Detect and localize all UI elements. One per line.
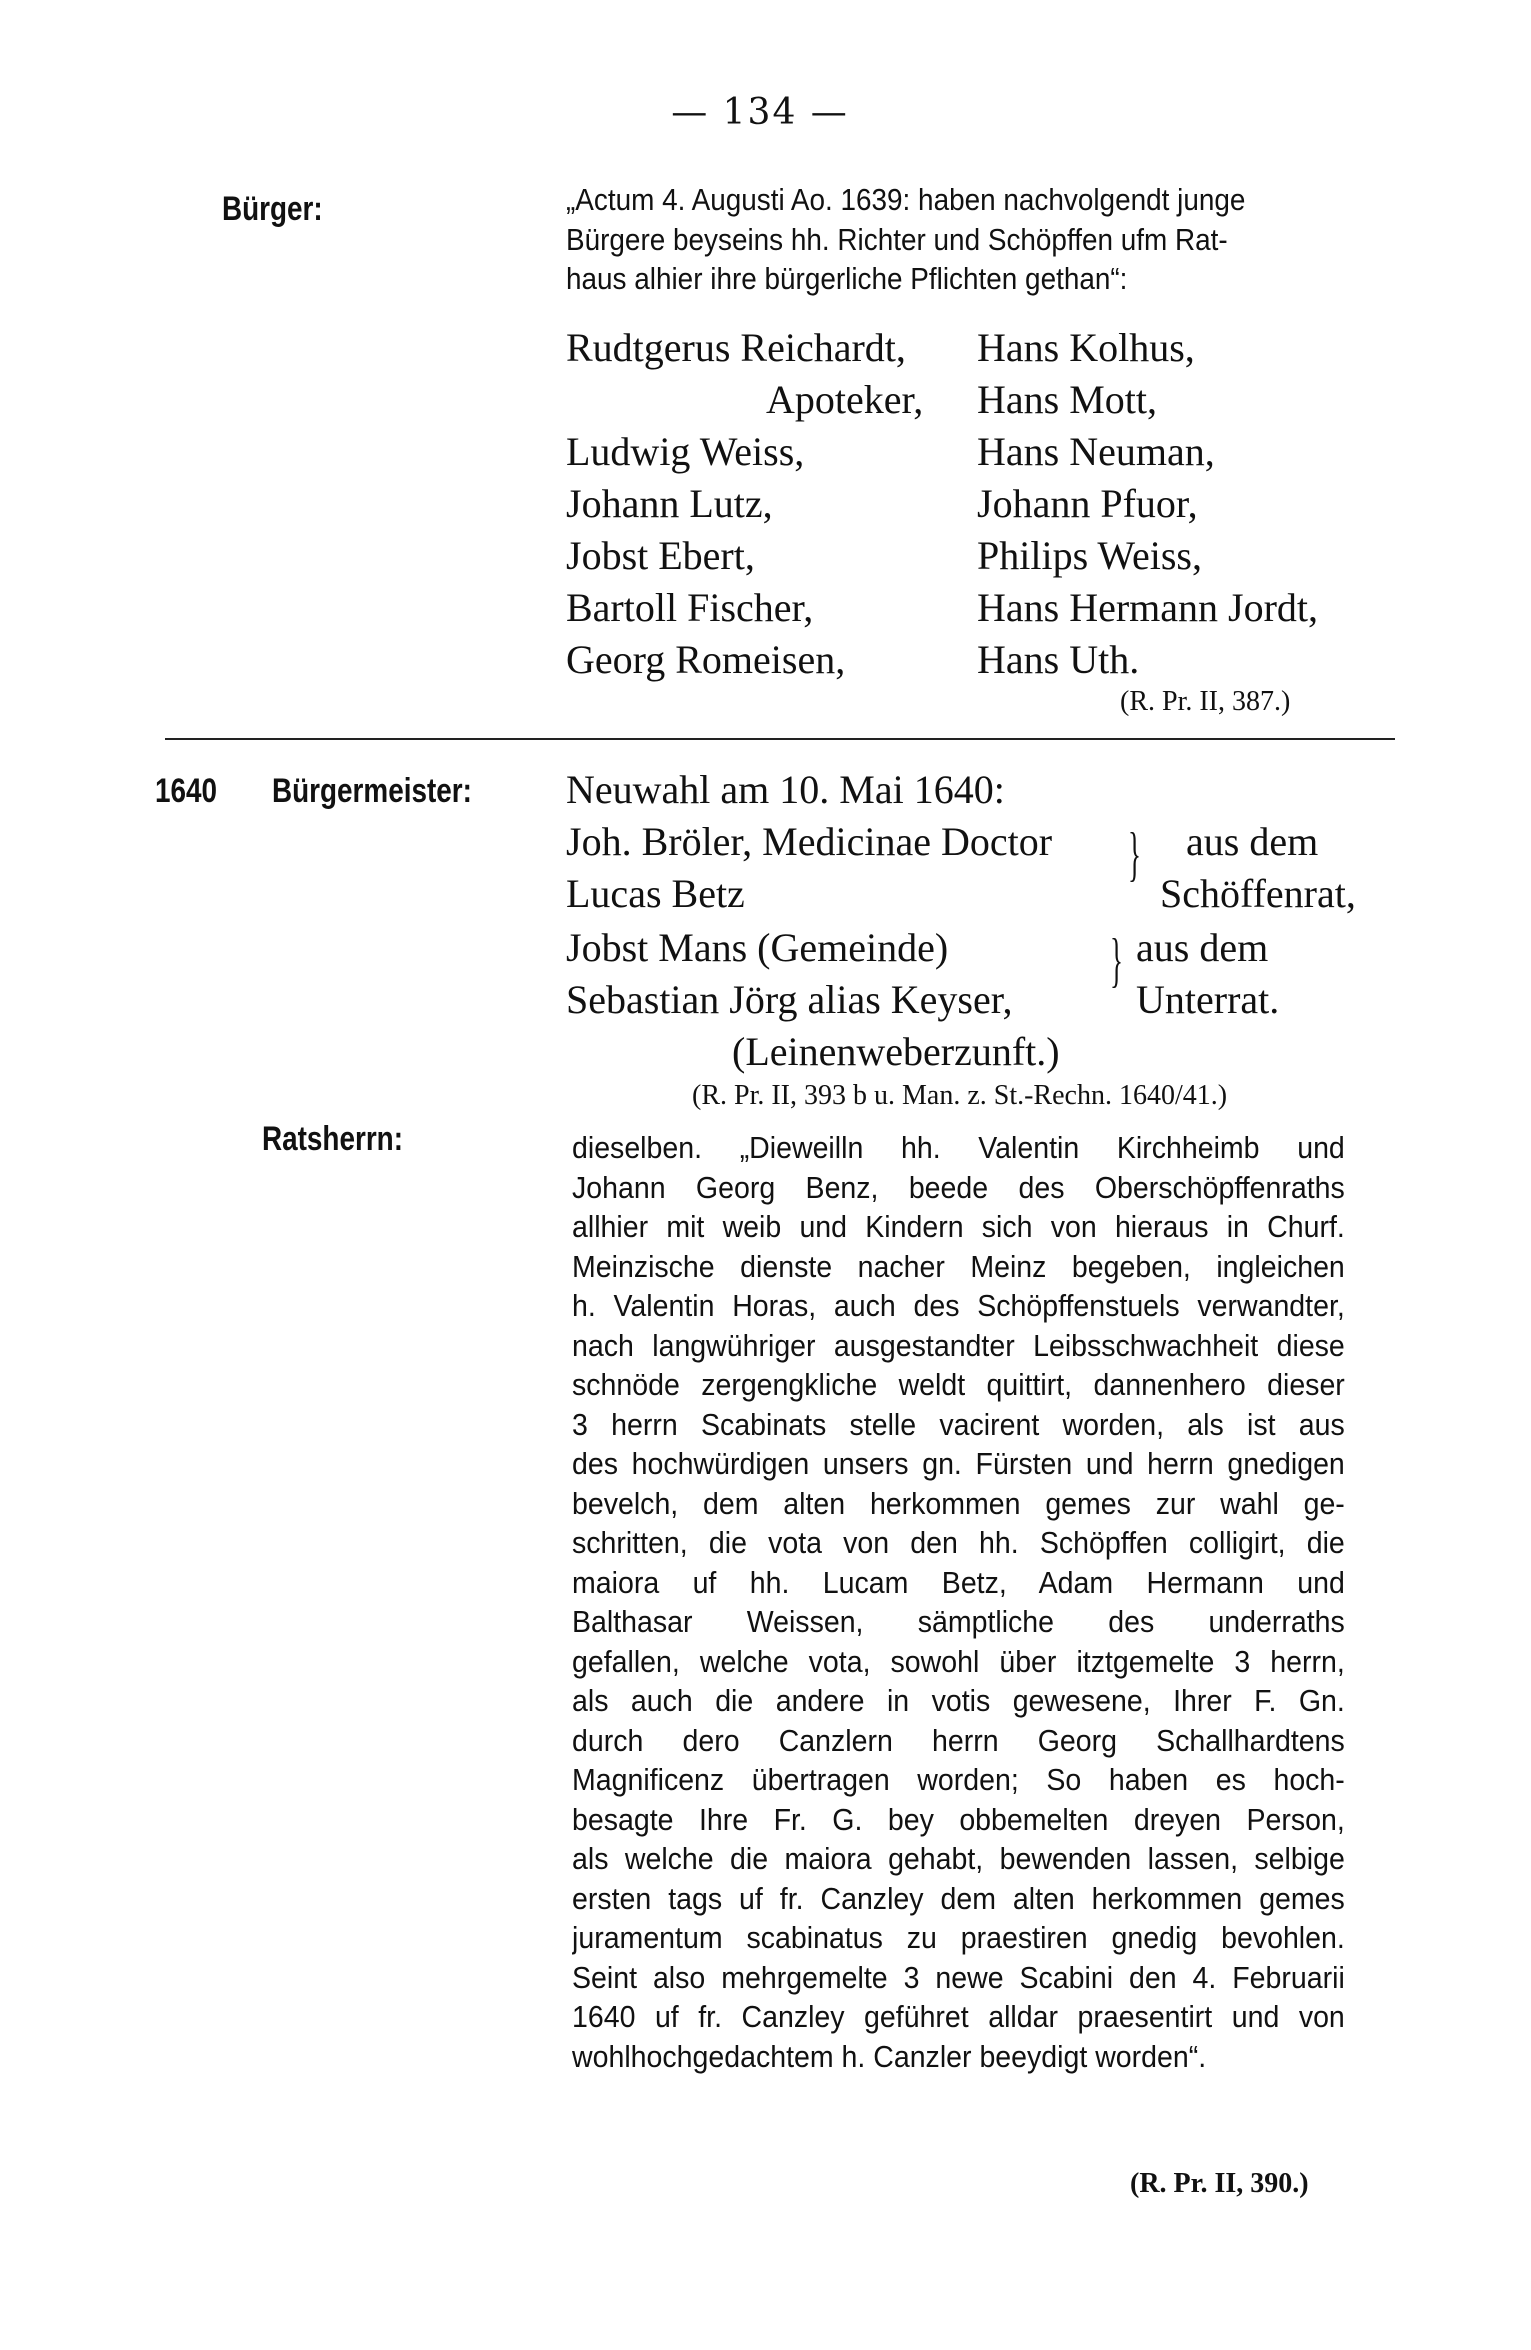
text-line: schnöde zergengkliche weldt quittirt, dannenhero dieser xyxy=(572,1367,1345,1402)
text-line: h. Valentin Horas, auch des Schöpffenstuels verwandter, xyxy=(572,1288,1345,1323)
text-line: wohlhochgedachtem h. Canzler beeydigt worden“. xyxy=(572,2038,1207,2074)
quote-line: Bürgere beyseins hh. Richter und Schöpffen ufm Rat- xyxy=(566,221,1228,257)
text-line: maiora uf hh. Lucam Betz, Adam Hermann und xyxy=(572,1564,1345,1600)
reference-buergermeister: (R. Pr. II, 393 b u. Man. z. St.-Rechn. 1640/41.) xyxy=(692,1080,1228,1111)
section-divider xyxy=(165,738,1395,740)
quote-line: haus alhier ihre bürgerliche Pflichten gethan“: xyxy=(566,261,1128,296)
text-line: Seint also mehrgemelte 3 newe Scabini den 4. Februarii xyxy=(572,1959,1345,1995)
name-entry: Hans Neuman, xyxy=(977,429,1215,474)
text-line: schritten, die vota von den hh. Schöpffen colligirt, die xyxy=(572,1525,1345,1560)
group-2-note xyxy=(1136,922,1279,1026)
note-line: aus dem xyxy=(1136,925,1269,970)
name-entry: Ludwig Weiss, xyxy=(566,429,805,474)
mayors-group-2 xyxy=(566,922,1060,1078)
name-entry: Philips Weiss, xyxy=(977,533,1202,578)
name-entry: Johann Pfuor, xyxy=(977,481,1198,526)
label-year: 1640 xyxy=(155,772,218,810)
quote-line: „Actum 4. Augusti Ao. 1639: haben nachvolgendt junge xyxy=(566,182,1246,217)
name-entry: Bartoll Fischer, xyxy=(566,585,814,630)
note-line: aus dem xyxy=(1186,819,1319,864)
text-line: als welche die maiora gehabt, bewenden lassen, selbige xyxy=(572,1841,1345,1876)
election-heading: Neuwahl am 10. Mai 1640: xyxy=(566,767,1005,812)
note-line: Schöffenrat, xyxy=(1160,871,1356,916)
text-line: Meinzische dienste nacher Meinz begeben, ingleichen xyxy=(572,1248,1345,1284)
name-entry: Hans Kolhus, xyxy=(977,325,1195,370)
name-entry: Hans Hermann Jordt, xyxy=(977,585,1319,630)
text-line: 1640 uf fr. Canzley geführet alldar praesentirt und von xyxy=(572,1999,1345,2034)
guild-note: (Leinenweberzunft.) xyxy=(732,1029,1060,1074)
name-entry: Georg Romeisen, xyxy=(566,637,846,682)
text-line: Magnificenz übertragen worden; So haben es hoch- xyxy=(572,1762,1345,1797)
name-entry: Hans Mott, xyxy=(977,377,1157,422)
text-line: durch dero Canzlern herrn Georg Schallhardtens xyxy=(572,1722,1345,1758)
ratsherrn-text xyxy=(572,1128,1345,2076)
reference-buerger: (R. Pr. II, 387.) xyxy=(1120,686,1291,717)
mayor-name: Joh. Bröler, Medicinae Doctor xyxy=(566,819,1053,864)
name-entry: Rudtgerus Reichardt, xyxy=(566,325,906,370)
note-line: Unterrat. xyxy=(1136,977,1280,1022)
brace-2: } xyxy=(1110,927,1123,993)
names-right-column xyxy=(977,322,1318,686)
name-entry: Jobst Ebert, xyxy=(566,533,755,578)
text-line: gefallen, welche vota, sowohl über itztgemelte 3 herrn, xyxy=(572,1643,1345,1679)
mayor-name: Lucas Betz xyxy=(566,871,745,916)
label-buerger: Bürger: xyxy=(222,190,323,228)
mayors-group-1 xyxy=(566,816,1052,920)
group-1-note xyxy=(1160,816,1356,920)
name-entry: Hans Uth. xyxy=(977,637,1140,682)
page-number: — 134 — xyxy=(671,92,849,133)
buerger-quote xyxy=(566,180,1245,299)
text-line: 3 herrn Scabinats stelle vacirent worden, als ist aus xyxy=(572,1406,1345,1442)
text-line: ersten tags uf fr. Canzley dem alten herkommen gemes xyxy=(572,1880,1345,1916)
text-line: allhier mit weib und Kindern sich von hieraus in Churf. xyxy=(572,1209,1345,1244)
text-line: als auch die andere in votis gewesene, Ihrer F. Gn. xyxy=(572,1683,1345,1718)
reference-ratsherrn: (R. Pr. II, 390.) xyxy=(1130,2168,1309,2199)
text-line: dieselben. „Dieweilln hh. Valentin Kirchheimb und xyxy=(572,1130,1345,1165)
text-line: Johann Georg Benz, beede des Oberschöpffenraths xyxy=(572,1169,1345,1205)
name-entry: Johann Lutz, xyxy=(566,481,773,526)
text-line: juramentum scabinatus zu praestiren gnedig bevohlen. xyxy=(572,1920,1345,1955)
names-left-column xyxy=(566,322,923,686)
text-line: nach langwühriger ausgestandter Leibsschwachheit diese xyxy=(572,1327,1345,1363)
mayor-name: Sebastian Jörg alias Keyser, xyxy=(566,977,1013,1022)
brace-1: } xyxy=(1128,821,1141,887)
label-buergermeister: Bürgermeister: xyxy=(272,772,472,810)
text-line: des hochwürdigen unsers gn. Fürsten und herrn gnedigen xyxy=(572,1446,1345,1481)
text-line: Balthasar Weissen, sämptliche des underraths xyxy=(572,1604,1345,1639)
text-line: besagte Ihre Fr. G. bey obbemelten dreyen Person, xyxy=(572,1801,1345,1837)
text-line: bevelch, dem alten herkommen gemes zur wahl ge- xyxy=(572,1485,1345,1521)
label-ratsherrn: Ratsherrn: xyxy=(262,1120,403,1158)
name-entry: Apoteker, xyxy=(766,377,924,422)
mayor-name: Jobst Mans (Gemeinde) xyxy=(566,925,949,970)
